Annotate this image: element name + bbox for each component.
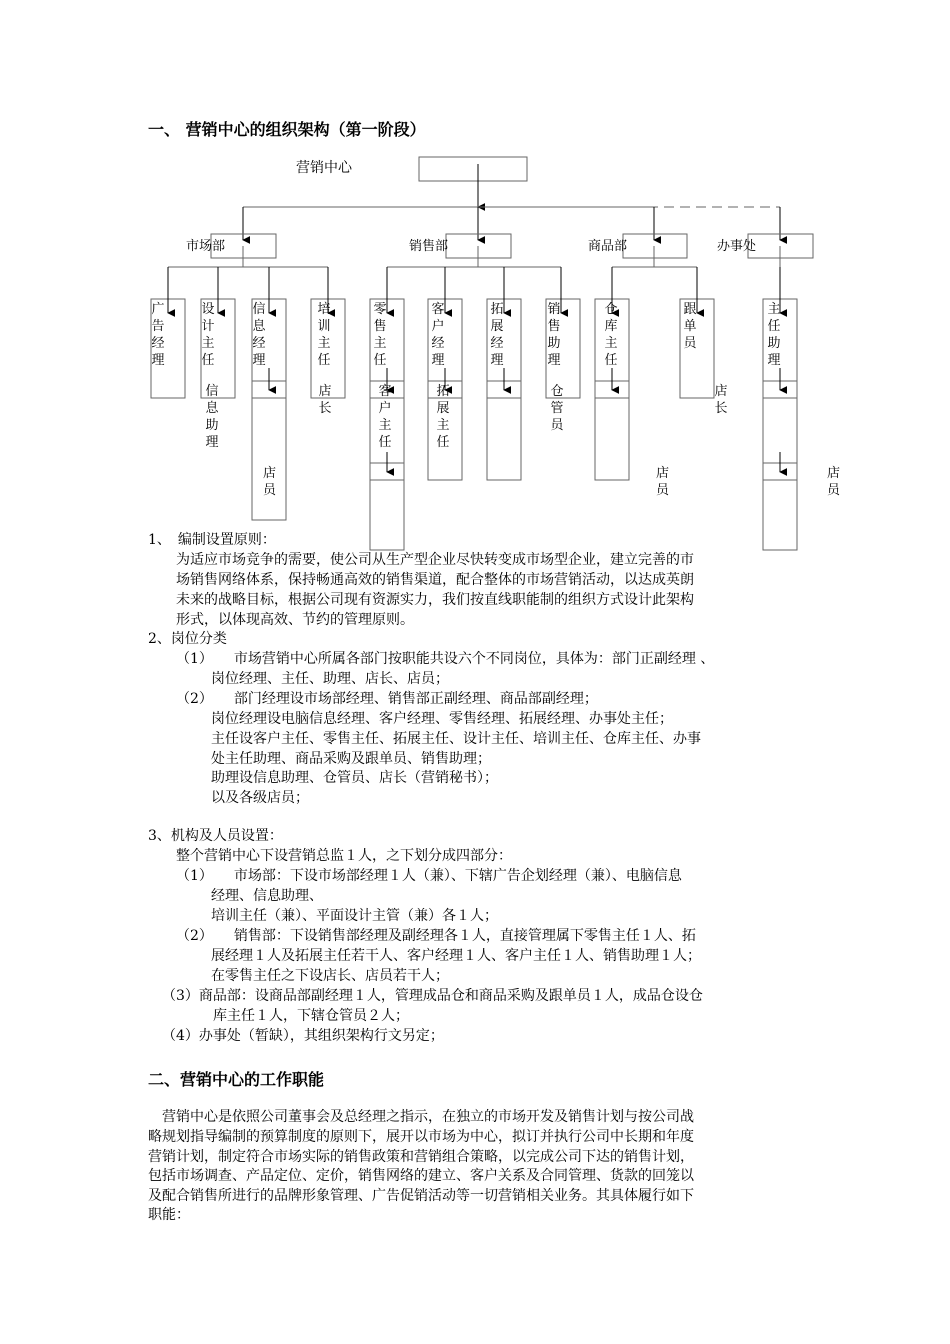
item3-line: 在零售主任之下设店长、店员若干人； [211,968,449,984]
item3-line: 整个营销中心下设营销总监１人，之下划分成四部分： [176,848,512,864]
sub-label: 店员 [656,466,670,498]
item3-line: 经理、信息助理、 [211,888,323,904]
item1-line: 未来的战略目标，根据公司现有资源实力，我们按直线职能制的组织方式设计此架构 [176,592,694,608]
pos-label: 客户经理 [431,302,445,368]
dept-label-market: 市场部 [186,239,226,254]
pos-label: 仓库主任 [604,302,618,368]
section2-para-line: 营销中心是依照公司董事会及总经理之指示，在独立的市场开发及销售计划与按公司战 [162,1109,694,1125]
chart-root-label: 营销中心 [296,160,352,176]
sub-label: 信息助理 [205,384,219,450]
root-box [419,157,527,181]
section2-para-line: 略规划指导编制的预算制度的原则下，展开以市场为中心，拟订并执行公司中长期和年度 [148,1129,694,1145]
item3-line: （2） 销售部：下设销售部经理及副经理各１人，直接管理属下零售主任１人、拓 [176,928,696,944]
pos-label: 设计主任 [201,302,215,368]
dept-label-goods: 商品部 [588,239,628,254]
dept-label-office: 办事处 [717,239,757,254]
item1-line: 场销售网络体系，保持畅通高效的销售渠道，配合整体的市场营销活动，以达成英朗 [176,572,694,588]
dept-label-sales: 销售部 [409,239,449,254]
item2-title: 2、岗位分类 [148,631,227,647]
item3-line: 培训主任（兼）、平面设计主管（兼）各１人； [211,908,498,924]
section2-para-line: 包括市场调查、产品定位、定价，销售网络的建立、客户关系及合同管理、货款的回笼以 [148,1168,694,1184]
pos-label: 信息经理 [252,302,266,368]
sub-label: 拓展主任 [436,384,450,450]
org-chart [0,0,950,560]
pos-label: 主任助理 [767,302,781,368]
dept-box-goods [623,234,687,258]
item2-line: 以及各级店员； [211,790,309,806]
item3-line: 展经理１人及拓展主任若干人、客户经理１人、客户主任１人、销售助理１人； [211,948,701,964]
section2-para-line: 及配合销售所进行的品牌形象管理、广告促销活动等一切营销相关业务。其具体履行如下 [148,1188,694,1204]
item2-line: （1） 市场营销中心所属各部门按职能共设六个不同岗位，具体为：部门正副经理 、 [176,651,715,667]
item1-line: 形式，以体现高效、节约的管理原则。 [176,612,414,628]
item3-line: （4）办事处（暂缺），其组织架构行文另定； [162,1028,444,1044]
item3-line: （3）商品部：设商品部副经理１人，管理成品仓和商品采购及跟单员１人，成品仓设仓 [162,988,703,1004]
sub-label: 店员 [263,466,277,498]
section2-para-line: 营销计划，制定符合市场实际的销售政策和营销组合策略，以完成公司下达的销售计划， [148,1149,694,1165]
pos-label: 广告经理 [151,302,165,368]
item2-line: 岗位经理、主任、助理、店长、店员； [211,671,449,687]
item1-title: 1、 编制设置原则： [148,532,276,548]
pos-label: 零售主任 [373,302,387,368]
pos-label: 拓展经理 [490,302,504,368]
section2-title: 二、营销中心的工作职能 [148,1070,325,1089]
item2-line: 主任设客户主任、零售主任、拓展主任、设计主任、培训主任、仓库主任、办事 [211,731,701,747]
item3-line: 库主任１人，下辖仓管员２人； [213,1008,409,1024]
item2-line: 岗位经理设电脑信息经理、客户经理、零售经理、拓展经理、办事处主任； [211,711,673,727]
sub-label: 店长 [318,384,332,416]
pos-label: 跟单员 [683,302,697,351]
sub-label: 店长 [714,384,728,416]
item2-line: 处主任助理、商品采购及跟单员、销售助理； [211,751,491,767]
sub-label: 仓管员 [550,384,564,433]
pos-label: 培训主任 [317,302,331,368]
item2-line: （2） 部门经理设市场部经理、销售部正副经理、商品部副经理； [176,691,598,707]
section2-para-line: 职能： [148,1207,190,1223]
item2-line: 助理设信息助理、仓管员、店长（营销秘书）； [211,770,498,786]
section1-title: 一、 营销中心的组织架构（第一阶段） [148,120,426,139]
pos-label: 销售助理 [547,302,561,368]
item3-title: 3、机构及人员设置： [148,828,283,844]
sub-label: 客户主任 [378,384,392,450]
item1-line: 为适应市场竞争的需要，使公司从生产型企业尽快转变成市场型企业，建立完善的市 [176,552,694,568]
sub-label: 店员 [827,466,841,498]
item3-line: （1） 市场部：下设市场部经理１人（兼）、下辖广告企划经理（兼）、电脑信息 [176,868,682,884]
